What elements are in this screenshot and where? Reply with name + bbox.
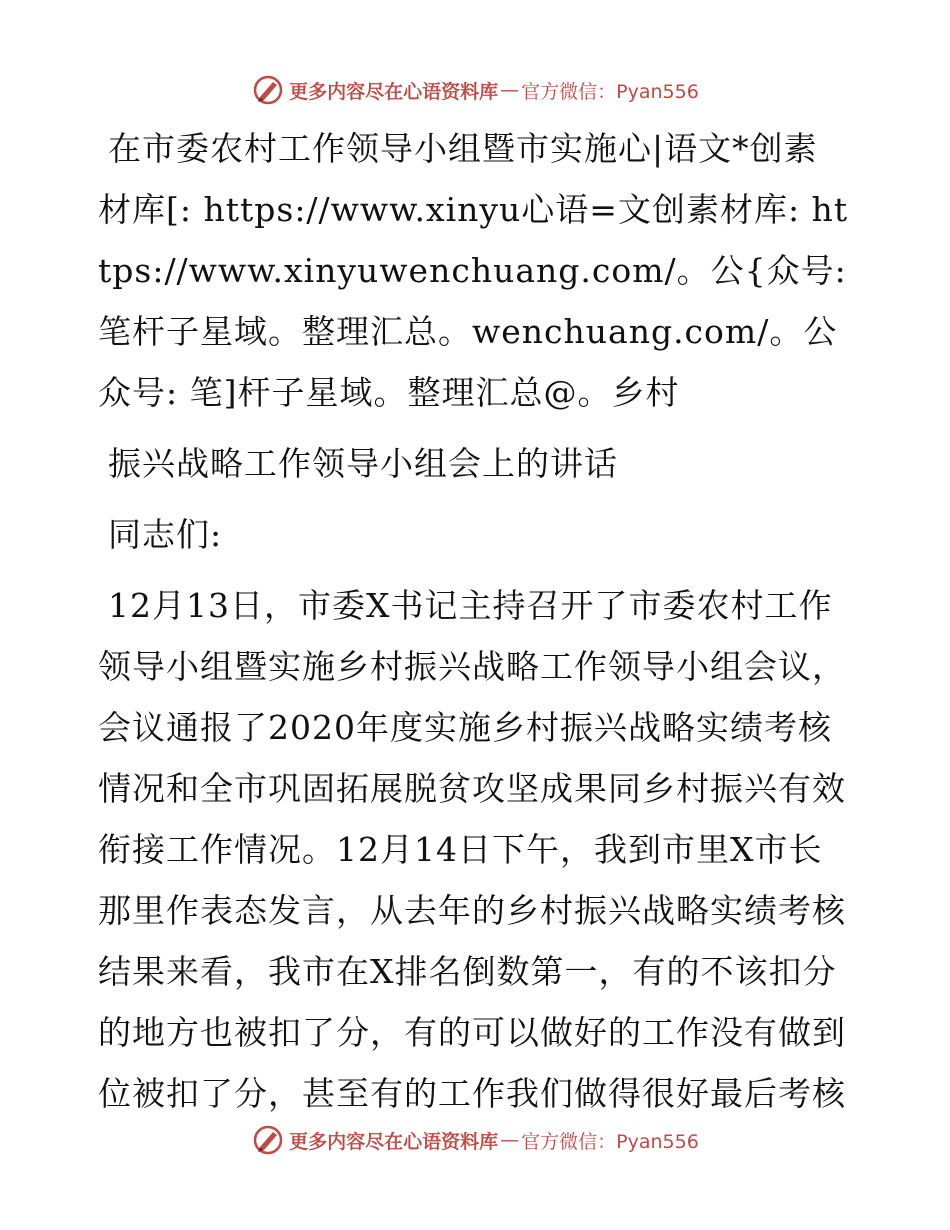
- banner-dash: —: [500, 1129, 520, 1151]
- paragraph-title-line-2: 振兴战略工作领导小组会上的讲话: [108, 444, 618, 483]
- pen-logo-icon: [251, 1123, 285, 1157]
- banner-dash: —: [500, 79, 520, 101]
- paragraph-body: 12月13日，市委X书记主持召开了市委农村工作领导小组暨实施乡村振兴战略工作领导小组会议，会议通报了2020年度实施乡村振兴战略实绩考核情况和全市巩固拓展脱贫攻坚成果同乡村振兴有效衔接工作情况。12月14日下午，我到市里X市长那里作表态发言，从去年的乡村振兴战略实绩考核结果来看，我市在X排名倒数第一，有的不该扣分的地方也被扣了分，有的可以做好的工作没有做到位被扣了分，甚至有的工作我们做得很好最后考核: [98, 586, 846, 1113]
- banner-prefix: 更多内容尽在心语资料库: [289, 1130, 499, 1153]
- paragraph-title-line-1: 在市委农村工作领导小组暨市实施心|语文*创素材库[: https://www.xinyu心语=文创素材库: https://www.xinyuwenchuang.com/。公{众号: 笔杆子星域。整理汇总。wenchuang.com/。公众号: 笔]杆子星域。整理汇总@。乡村: [98, 129, 849, 412]
- banner-prefix: 更多内容尽在心语资料库: [289, 80, 499, 103]
- pen-logo-icon: [251, 73, 285, 107]
- header-watermark-banner: [0, 70, 950, 110]
- footer-watermark-banner: [0, 1120, 950, 1160]
- banner-wechat: 官方微信：Pyan556: [521, 1130, 699, 1153]
- document-body: [98, 118, 850, 1124]
- banner-wechat: 官方微信：Pyan556: [521, 80, 699, 103]
- paragraph-greeting: 同志们:: [108, 515, 223, 554]
